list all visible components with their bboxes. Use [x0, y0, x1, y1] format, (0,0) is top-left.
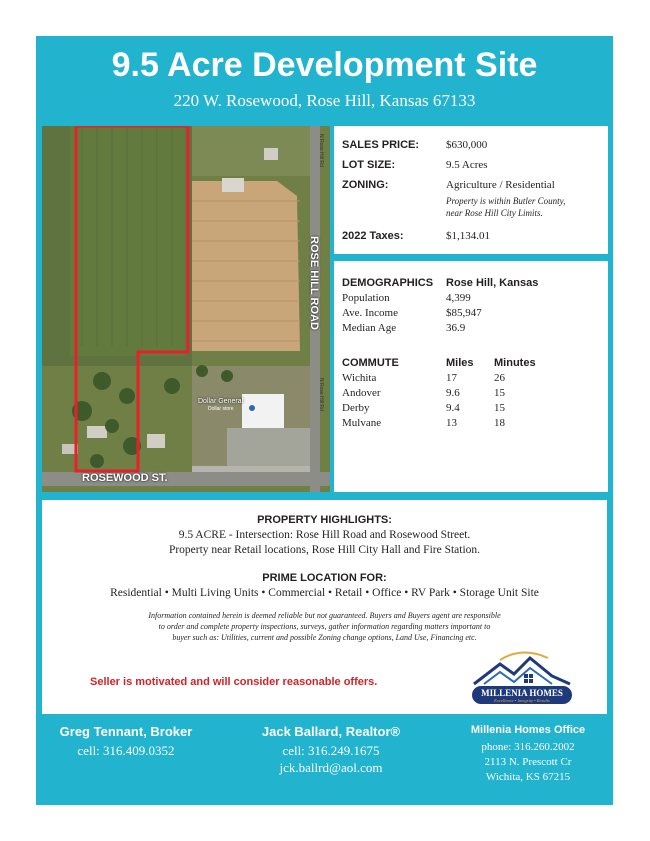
aerial-map — [42, 126, 330, 492]
logo-tagline: Excellence • Integrity • Results — [494, 698, 550, 703]
zoning-value: Agriculture / Residential — [446, 179, 555, 191]
commute-minutes: 15 — [494, 402, 505, 414]
demo-value-age: 36.9 — [446, 322, 466, 334]
poi-sublabel: Dollar store — [208, 406, 234, 412]
prime-location-list: Residential • Multi Living Units • Commercial • Retail • Office • RV Park • Storage Unit Site — [110, 587, 539, 599]
seller-motivated-note: Seller is motivated and will consider reasonable offers. — [90, 676, 378, 688]
commute-city: Andover — [342, 387, 381, 399]
demo-label-population: Population — [342, 292, 390, 304]
commute-miles: 9.4 — [446, 402, 460, 414]
commute-minutes: 15 — [494, 387, 505, 399]
zoning-label: ZONING: — [342, 179, 389, 191]
disclaimer-line-3: buyer such as: Utilities, current and possible Zoning change options, Land Use, Financing etc. — [172, 633, 477, 642]
millenia-homes-logo — [470, 648, 574, 708]
zoning-note-1: Property is within Butler County, — [446, 196, 566, 206]
demo-value-income: $85,947 — [446, 307, 482, 319]
commute-minutes: 26 — [494, 372, 505, 384]
zoning-note-2: near Rose Hill City Limits. — [446, 208, 543, 218]
commute-miles: 17 — [446, 372, 457, 384]
road-label-vertical: ROSE HILL ROAD — [308, 236, 320, 330]
commute-minutes: 18 — [494, 417, 505, 429]
highlights-panel — [42, 500, 607, 714]
small-road-label-mid: N Rose Hill Rd — [318, 378, 324, 411]
taxes-value: $1,134.01 — [446, 230, 490, 242]
highlights-header: PROPERTY HIGHLIGHTS: — [257, 514, 392, 526]
commute-city: Wichita — [342, 372, 377, 384]
sales-price-value: $630,000 — [446, 139, 488, 151]
contact-greg — [36, 724, 216, 759]
prime-location-header: PRIME LOCATION FOR: — [262, 572, 387, 584]
highlights-line-1: 9.5 ACRE - Intersection: Rose Hill Road and Rosewood Street. — [178, 529, 471, 541]
contact-phone: cell: 316.409.0352 — [77, 743, 175, 758]
disclaimer-line-2: to order and complete property inspections, surveys, gather information regarding matters important to — [158, 622, 491, 631]
contact-phone: phone: 316.260.2002 — [481, 741, 575, 753]
highlights-line-2: Property near Retail locations, Rose Hill City Hall and Fire Station. — [168, 544, 481, 556]
demographics-city: Rose Hill, Kansas — [446, 277, 539, 289]
contact-address-street: 2113 N. Prescott Cr — [484, 756, 572, 768]
poi-label: Dollar General — [198, 398, 244, 405]
commute-miles: 9.6 — [446, 387, 460, 399]
demo-value-population: 4,399 — [446, 292, 471, 304]
aerial-map-image — [42, 126, 330, 492]
pricing-panel — [334, 126, 608, 254]
taxes-label: 2022 Taxes: — [342, 230, 404, 242]
address-subtitle: 220 W. Rosewood, Rose Hill, Kansas 67133 — [173, 91, 476, 110]
road-label-horizontal: ROSEWOOD ST. — [82, 472, 168, 484]
contact-office — [448, 724, 608, 785]
flyer-frame — [36, 36, 613, 805]
demographics-panel — [334, 261, 608, 492]
contact-name: Jack Ballard, Realtor® — [261, 724, 401, 739]
contact-jack — [236, 724, 426, 776]
commute-miles-header: Miles — [446, 357, 474, 369]
logo-name: MILLENIA HOMES — [481, 688, 563, 698]
disclaimer-line-1: Information contained herein is deemed reliable but not guaranteed. Buyers and Buyers agent are responsible — [148, 611, 501, 620]
road-label-vertical-wrap — [304, 236, 324, 336]
lot-size-label: LOT SIZE: — [342, 159, 396, 171]
sales-price-label: SALES PRICE: — [342, 139, 420, 151]
demo-label-age: Median Age — [342, 322, 397, 334]
small-road-label-top: N Rose Hill Rd — [318, 134, 324, 167]
commute-minutes-header: Minutes — [494, 357, 536, 369]
commute-city: Mulvane — [342, 417, 382, 429]
page-title: 9.5 Acre Development Site — [111, 46, 538, 84]
commute-header: COMMUTE — [342, 357, 399, 369]
contact-phone: cell: 316.249.1675 — [282, 743, 380, 758]
contact-name: Greg Tennant, Broker — [59, 724, 193, 739]
demo-label-income: Ave. Income — [342, 307, 398, 319]
demographics-header: DEMOGRAPHICS — [342, 277, 434, 289]
contact-name: Millenia Homes Office — [470, 724, 586, 736]
commute-city: Derby — [342, 402, 370, 414]
lot-size-value: 9.5 Acres — [446, 159, 488, 171]
commute-miles: 13 — [446, 417, 457, 429]
contact-email[interactable]: jck.ballrd@aol.com — [279, 760, 383, 775]
contact-address-city: Wichita, KS 67215 — [485, 771, 571, 783]
